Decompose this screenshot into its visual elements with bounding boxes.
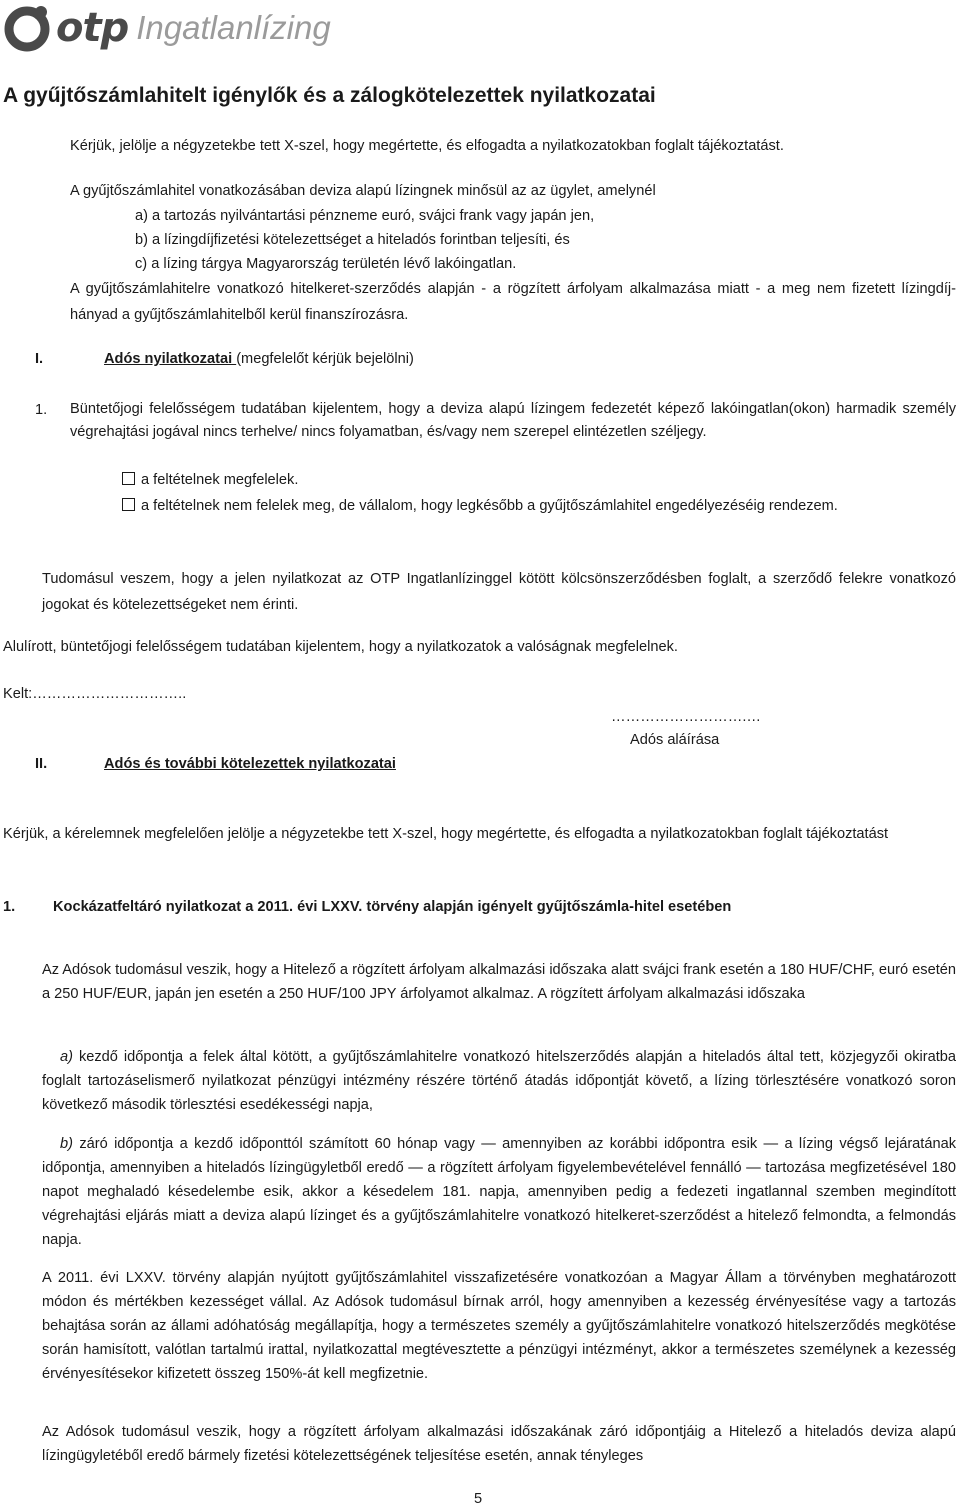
section2-intro: Kérjük, a kérelemnek megfelelően jelölje a négyzetekbe tett X-szel, hogy megértette, és elfogadta a nyilatkozatokban foglalt tájékoztatást — [3, 826, 889, 842]
signature-line: ……………………….… — [611, 709, 761, 725]
definition-c: c) a lízing tárgya Magyarország területén lévő lakóingatlan. — [135, 256, 517, 272]
option-meets-label: a feltételnek megfelelek. — [141, 472, 299, 488]
paragraph-end-date: b) záró időpontja a kezdő időponttól számított 60 hónap vagy — amennyiben az korábbi időpontra esik — a lízing végső lejáratának időpontja, amennyiben a hiteladós lízingügyletből eredő — a rögzített árfolyam figyelembevételével fennálló — tartozása megfizetésével 180 napot meghaladó késedelembe esik, akkor a késedelem 181. napja, amennyiben pedig a fedezeti ingatlannal szemben megindított végrehajtási eljárás miatt a deviza alapú lízinget és a gyűjtőszámlahitelre vonatkozó hitelkeret-szerződést a hitelező felmondta, a felmondás napja. — [42, 1136, 956, 1248]
section1-number: I. — [35, 351, 44, 367]
paragraph-fixed-rate: Az Adósok tudomásul veszik, hogy a Hitelező a rögzített árfolyam alkalmazási időszaka alatt svájci frank esetén a 180 HUF/CHF, euró esetén a 250 HUF/EUR, japán jen esetén a 250 HUF/100 JPY árfolyamot alkalmaz. A rögzített árfolyam alkalmazási időszaka — [42, 962, 956, 1002]
paragraph-state-guarantee: A 2011. évi LXXV. törvény alapján nyújtott gyűjtőszámlahitel visszafizetésére vonatkozóan a Magyar Állam a törvényben meghatározott módon és mértékben kezességet vállal. Az Adósok tudomásul bírnak arról, hogy amennyiben a kezesség érvényesítése vagy a tartozás behajtása során az állami adóhatóság megállapítja, hogy a természetes személy a gyűjtőszámlahitelre vonatkozó hitelszerződés megkötése során hamisított, valótlan tartalmú irattal, nyilatkozattal megtévesztette a pénzügyi intézményt, akkor a természetes személynek a kezesség érvényesítésekor kifizetett összeg 150%-át kell megfizetnie. — [42, 1270, 956, 1382]
intro-text: Kérjük, jelölje a négyzetekbe tett X-szel, hogy megértette, és elfogadta a nyilatkozatokban foglalt tájékoztatást. — [70, 138, 784, 154]
option-not-meets-label: a feltételnek nem felelek meg, de vállalom, hogy legkésőbb a gyűjtőszámlahitel engedélyezéséig rendezem. — [141, 498, 838, 514]
logo — [2, 2, 331, 54]
section2-number: II. — [35, 756, 48, 772]
logo-subtitle: Ingatlanlízing — [136, 9, 331, 46]
paragraph-final: Az Adósok tudomásul veszik, hogy a rögzített árfolyam alkalmazási időszakának záró időpontjáig a Hitelező a hiteladós deviza alapú lízingügyletéből eredő bármely fizetési kötelezettségének teljesítése esetén, annak tényleges — [42, 1424, 956, 1464]
definition-a: a) a tartozás nyilvántartási pénzneme euró, svájci frank vagy japán jen, — [135, 208, 595, 224]
signed-statement: Alulírott, büntetőjogi felelősségem tudatában kijelentem, hogy a nyilatkozatok a valóságnak megfelelnek. — [3, 639, 678, 655]
definition-lead: A gyűjtőszámlahitel vonatkozásában deviza alapú lízingnek minősül az az ügylet, amelynél — [70, 183, 656, 199]
paragraph-start-date: a) kezdő időpontja a felek által kötött, a gyűjtőszámlahitelre vonatkozó hitelszerződés alapján a hiteladós által tett, közjegyzői okiratba foglalt tartozáselismerő nyilatkozat pénzügyi intézmény részére történő átadás időpontját követő, a lízing törlesztésére vonatkozó soron következő második törlesztési esedékességi napja, — [42, 1049, 956, 1113]
section2-title: Adós és további kötelezettek nyilatkozatai — [104, 756, 396, 772]
logo-brand: otp — [56, 5, 129, 51]
otp-logo-icon — [2, 3, 52, 53]
section1-subtitle: (megfelelőt kérjük bejelölni) — [236, 351, 414, 367]
option-not-meets-condition[interactable] — [122, 493, 956, 519]
definition-b: b) a lízingdíjfizetési kötelezettséget a hiteladós forintban teljesíti, és — [135, 232, 570, 248]
checkbox-icon[interactable] — [122, 498, 135, 511]
acknowledge-text: Tudomásul veszem, hogy a jelen nyilatkozat az OTP Ingatlanlízinggel kötött kölcsönszerződésben foglalt, a szerződő felekre vonatkozó jogokat és kötelezettségeket nem érinti. — [42, 571, 956, 613]
section2-item-number: 1. — [3, 899, 16, 915]
page-title: A gyűjtőszámlahitelt igénylők és a zálogkötelezettek nyilatkozatai — [3, 84, 656, 107]
section1-title: Adós nyilatkozatai — [104, 351, 237, 367]
section1-item-text: Büntetőjogi felelősségem tudatában kijelentem, hogy a deviza alapú lízingem fedezetét képező lakóingatlan(okon) harmadik személy végrehajtási jogával nincs terhelve/ nincs folyamatban, és/vagy nem szerepel elintézetlen széljegy. — [70, 401, 956, 440]
signature-label: Adós aláírása — [630, 732, 720, 748]
page-number: 5 — [474, 1491, 483, 1507]
option-meets-condition[interactable] — [122, 468, 952, 492]
section1-heading — [104, 347, 414, 371]
checkbox-icon[interactable] — [122, 472, 135, 485]
kelt-field: Kelt:………………………….. — [3, 686, 187, 702]
section2-item-title: Kockázatfeltáró nyilatkozat a 2011. évi LXXV. törvény alapján igényelt gyűjtőszámla-hitel esetében — [53, 899, 732, 915]
financing-note: A gyűjtőszámlahitelre vonatkozó hitelkeret-szerződés alapján - a rögzített árfolyam alkalmazása miatt - a meg nem fizetett lízingdíj-hányad a gyűjtőszámlahitelből kerül finanszírozásra. — [70, 281, 956, 323]
section1-item-number: 1. — [35, 402, 48, 418]
